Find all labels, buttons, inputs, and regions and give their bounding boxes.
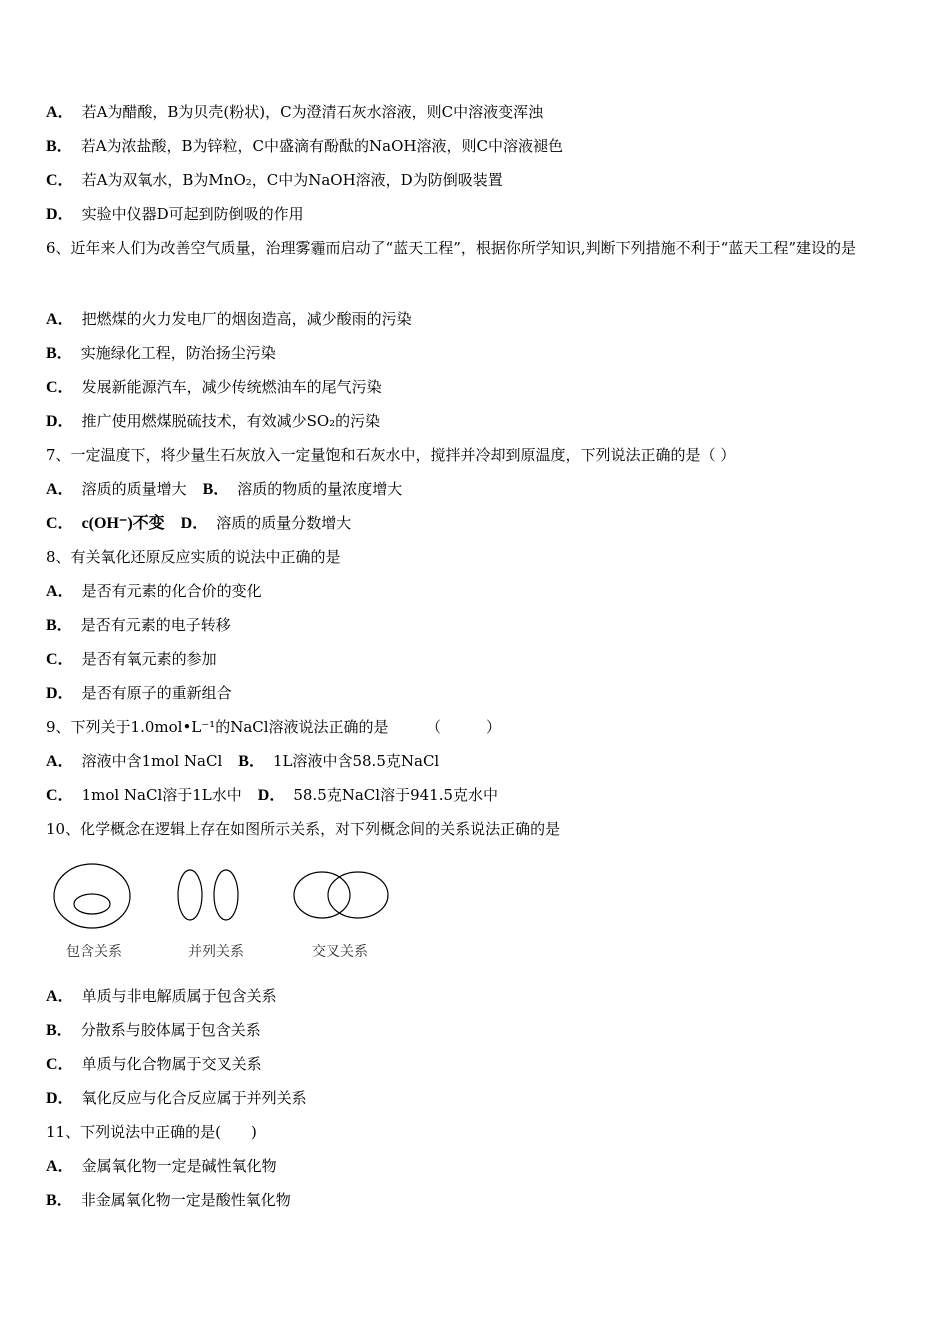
option-text: 1L溶液中含58.5克NaCl [272,752,440,770]
q9-options-ab [46,751,439,772]
option-letter: A． [46,481,74,498]
q6-option-c [46,377,382,398]
left-circle [294,872,350,918]
intersection-label: 交叉关系 [312,944,368,960]
option-letter: A． [46,988,74,1005]
option-letter: A． [46,1158,74,1175]
option-text: 推广使用燃煤脱硫技术，有效减少SO₂的污染 [81,412,381,430]
option-text: 是否有原子的重新组合 [81,684,232,702]
option-text: 实施绿化工程，防治扬尘污染 [80,344,276,362]
option-text: 是否有氧元素的参加 [81,650,217,668]
q8-stem: 8、有关氧化还原反应实质的说法中正确的是 [46,548,341,566]
option-letter: D． [46,206,74,223]
option-letter: B． [202,481,230,498]
option-text: 氧化反应与化合反应属于并列关系 [81,1089,307,1107]
q7-stem: 7、一定温度下，将少量生石灰放入一定量饱和石灰水中，搅拌并冷却到原温度，下列说法正确的是（ ） [46,446,736,464]
option-letter: A． [46,753,74,770]
option-text: c(OH⁻)不变 [81,515,165,532]
option-text: 溶质的质量增大 [81,480,187,498]
option-letter: D． [180,515,209,532]
option-letter: B． [46,138,73,155]
option-text: 非金属氧化物一定是酸性氧化物 [80,1191,291,1209]
q5-option-a [46,102,543,123]
option-text: 若A为醋酸，B为贝壳(粉状)，C为澄清石灰水溶液，则C中溶液变浑浊 [81,103,544,121]
parallel-diagram [178,870,244,960]
q11-option-b [46,1190,291,1211]
inclusion-label: 包含关系 [66,944,122,960]
q8-option-c [46,649,217,670]
option-letter: A． [46,583,74,600]
option-text: 溶质的物质的量浓度增大 [237,480,403,498]
option-letter: C． [46,515,74,532]
option-letter: D． [46,1090,74,1107]
q9-options-cd [46,785,498,806]
q8-option-d [46,683,232,704]
option-text: 金属氧化物一定是碱性氧化物 [81,1157,277,1175]
option-letter: C． [46,651,74,668]
outer-ellipse [54,864,130,928]
q8-option-b [46,615,231,636]
option-letter: C． [46,1056,74,1073]
relationship-diagram [46,856,406,966]
inner-ellipse [74,894,110,914]
option-letter: D． [46,413,74,430]
option-text: 实验中仪器D可起到防倒吸的作用 [81,205,304,223]
option-text: 溶质的质量分数增大 [216,514,352,532]
option-letter: C． [46,172,74,189]
option-text: 分散系与胶体属于包含关系 [80,1021,261,1039]
q7-options-ab [46,479,402,500]
q11-stem: 11、下列说法中正确的是( ) [46,1123,257,1141]
right-ellipse [214,870,238,920]
q10-option-b [46,1020,261,1041]
option-letter: B． [238,753,265,770]
option-text: 1mol NaCl溶于1L水中 [81,786,242,804]
option-text: 发展新能源汽车，减少传统燃油车的尾气污染 [81,378,382,396]
q10-option-d [46,1088,307,1109]
right-circle [328,872,388,918]
option-text: 58.5克NaCl溶于941.5克水中 [293,786,499,804]
q6-option-a [46,309,412,330]
intersection-diagram [294,872,388,960]
option-text: 溶液中含1mol NaCl [81,752,223,770]
option-letter: A． [46,104,74,121]
q10-stem: 10、化学概念在逻辑上存在如图所示关系，对下列概念间的关系说法正确的是 [46,820,561,838]
option-letter: A． [46,311,74,328]
q10-option-a [46,986,277,1007]
q11-option-a [46,1156,277,1177]
q9-stem: 9、下列关于1.0mol•L⁻¹的NaCl溶液说法正确的是 （ ） [46,718,502,736]
q5-option-c [46,170,503,191]
option-letter: B． [46,617,73,634]
option-text: 是否有元素的化合价的变化 [81,582,262,600]
option-text: 单质与非电解质属于包含关系 [81,987,277,1005]
inclusion-diagram [54,864,130,960]
q6-option-b [46,343,276,364]
option-text: 若A为浓盐酸，B为锌粒，C中盛滴有酚酞的NaOH溶液，则C中溶液褪色 [80,137,563,155]
q7-options-cd [46,513,351,534]
option-letter: B． [46,1022,73,1039]
option-text: 单质与化合物属于交叉关系 [81,1055,262,1073]
option-letter: C． [46,787,74,804]
parallel-label: 并列关系 [188,944,244,960]
q5-option-b [46,136,563,157]
option-text: 把燃煤的火力发电厂的烟囱造高，减少酸雨的污染 [81,310,412,328]
q6-option-d [46,411,380,432]
option-text: 是否有元素的电子转移 [80,616,231,634]
option-text: 若A为双氧水，B为MnO₂，C中为NaOH溶液，D为防倒吸装置 [81,171,503,189]
q10-option-c [46,1054,262,1075]
option-letter: B． [46,345,73,362]
option-letter: C． [46,379,74,396]
q5-option-d [46,204,304,225]
option-letter: D． [46,685,74,702]
q8-option-a [46,581,262,602]
q6-stem: 6、近年来人们为改善空气质量，治理雾霾而启动了“蓝天工程”，根据你所学知识,判断下列措施不利于“蓝天工程”建设的是 [46,239,856,257]
option-letter: B． [46,1192,73,1209]
left-ellipse [178,870,202,920]
option-letter: D． [257,787,286,804]
